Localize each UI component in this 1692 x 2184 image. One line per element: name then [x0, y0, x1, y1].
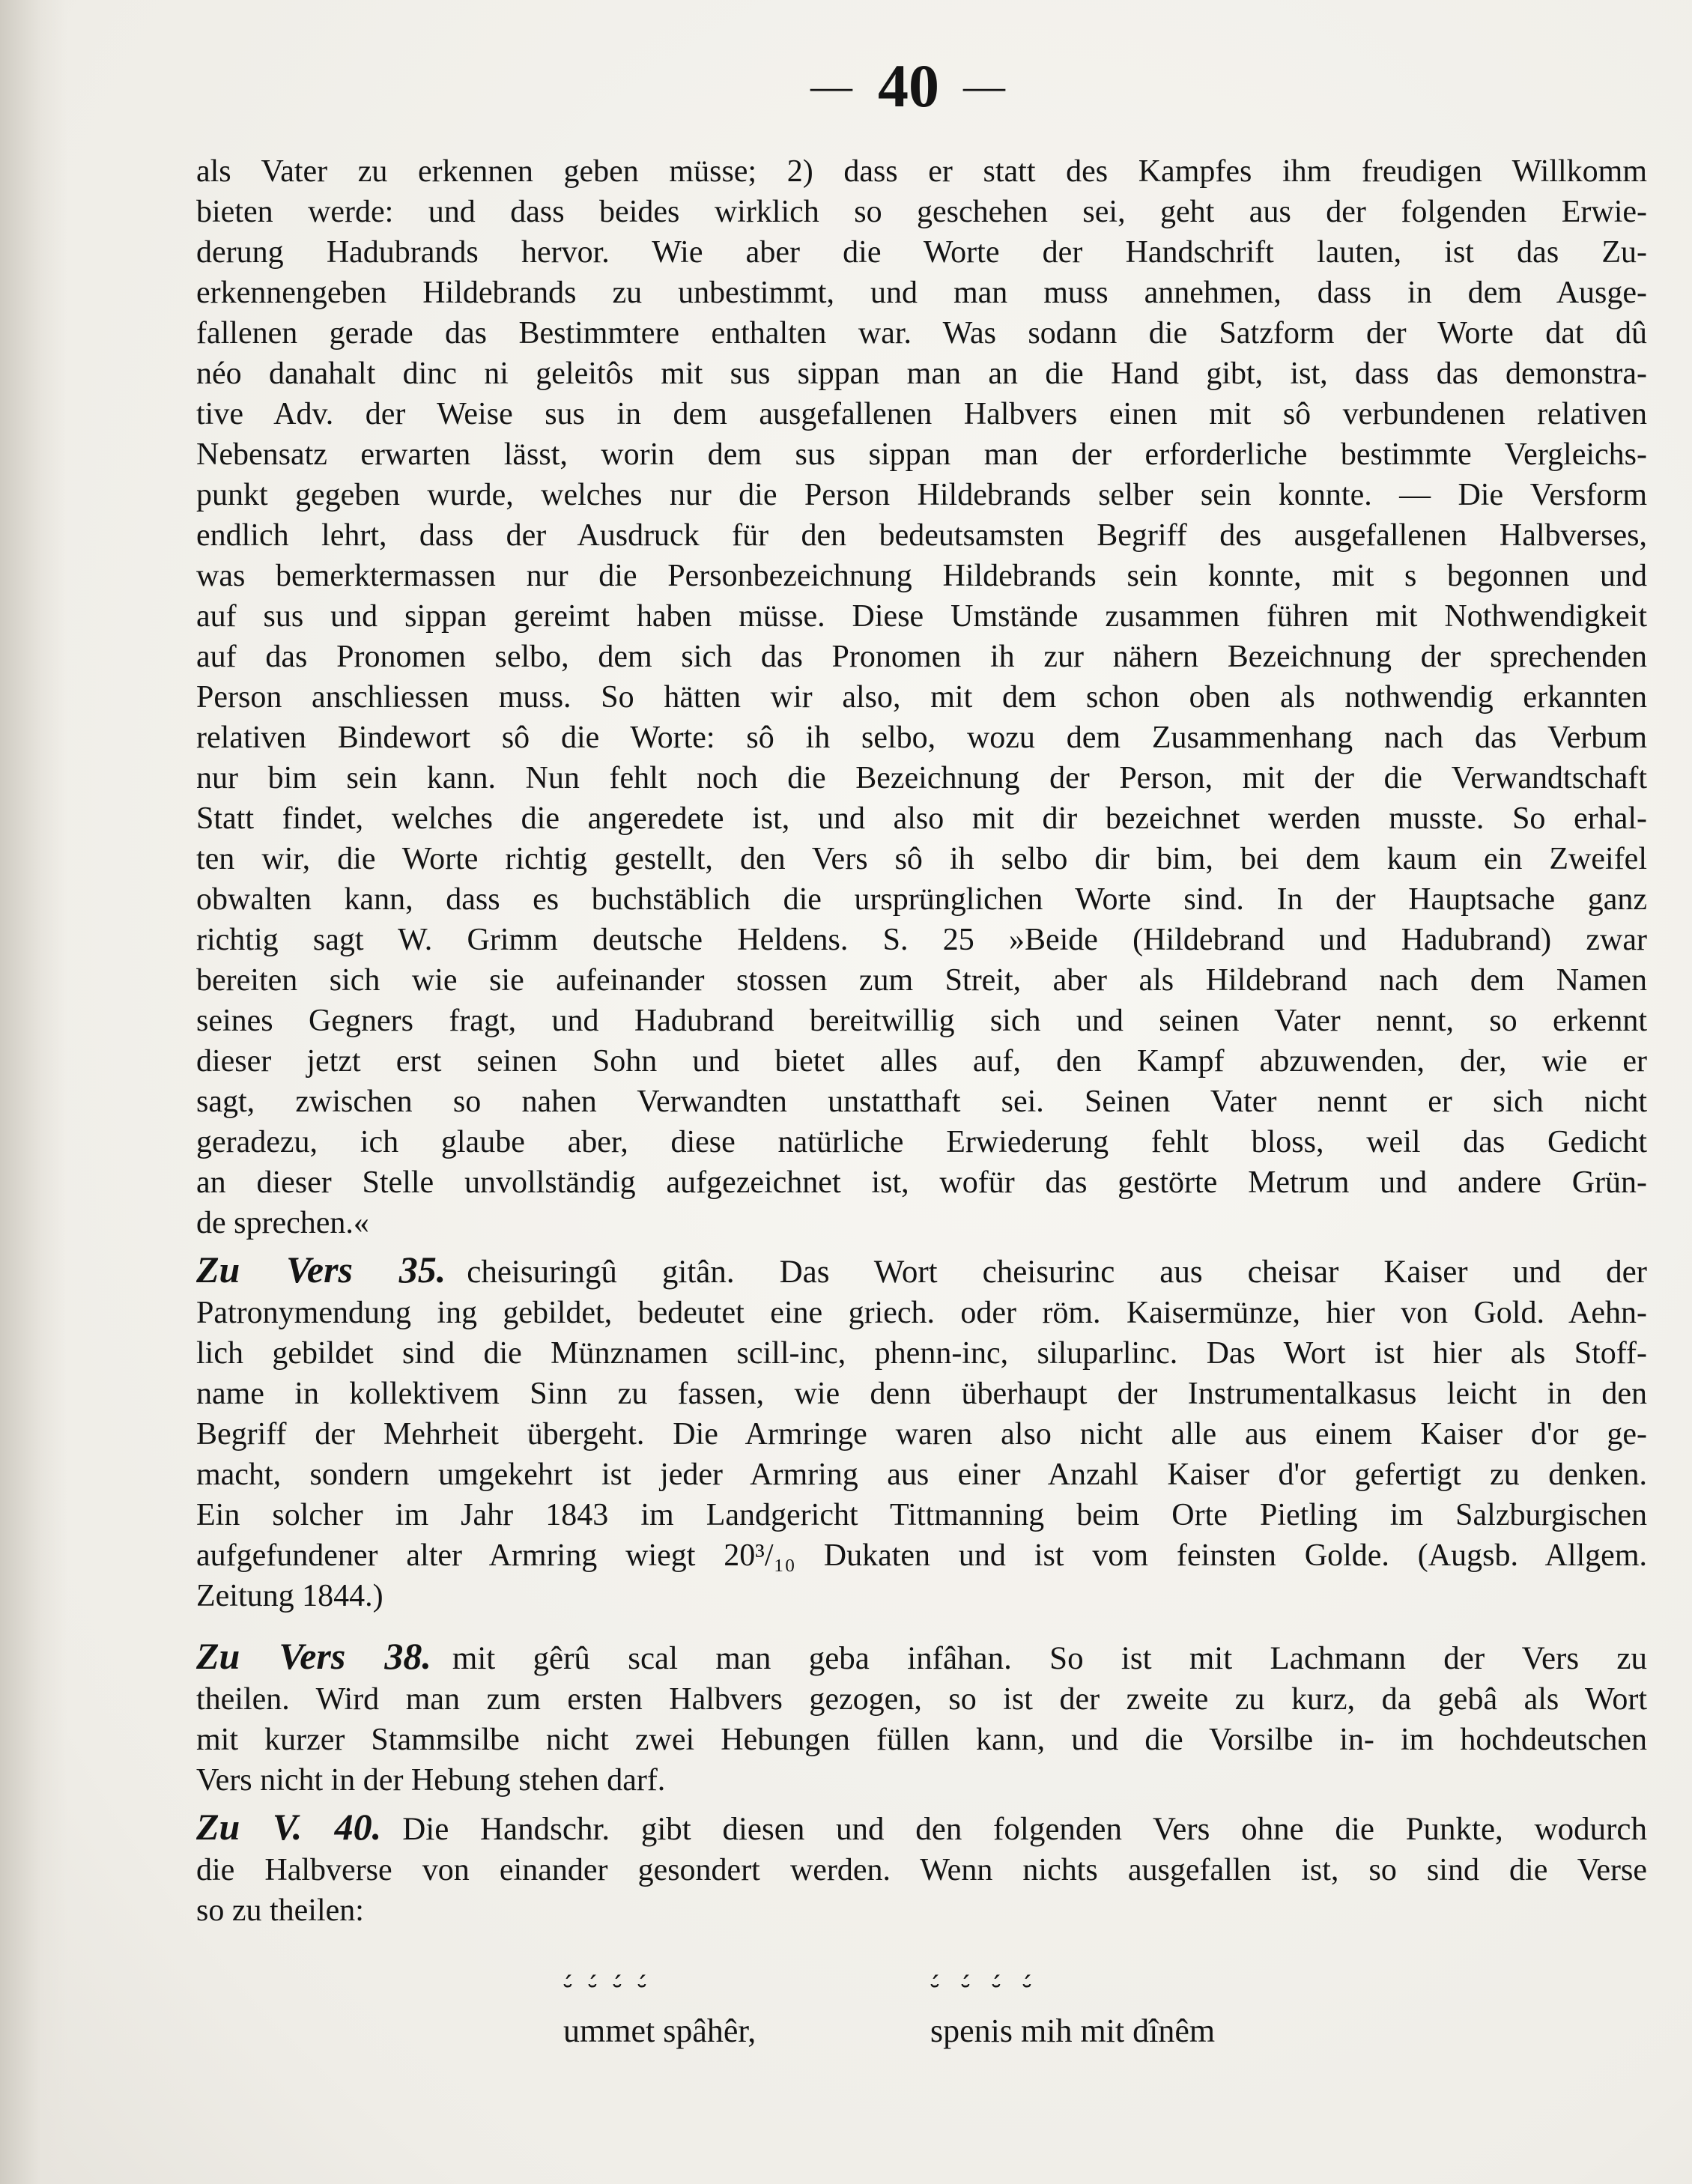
text-line: tive Adv. der Weise sus in dem ausgefallenen Halbvers einen mit sô verbundenen relativen — [196, 397, 1647, 431]
section-lead-text: mit gêrû scal man geba infâhan. So ist mit Lachmann der Vers zu — [452, 1641, 1647, 1676]
text-line: derung Hadubrands hervor. Wie aber die Worte der Handschrift lauten, ist das Zu- — [196, 235, 1647, 270]
page-number: 40 — [878, 52, 939, 120]
text-line: geradezu, ich glaube aber, diese natürliche Erwiederung fehlt bloss, weil das Gedicht — [196, 1125, 1647, 1159]
text-line: macht, sondern umgekehrt ist jeder Armring aus einer Anzahl Kaiser d'or gefertigt zu denken. — [196, 1457, 1647, 1492]
metric-marks-first: ⏑́ ⏑́ ⏑́ ⏑́ — [563, 1971, 651, 2001]
section-vers-38 — [196, 1636, 1647, 1801]
text-line: seines Gegners fragt, und Hadubrand bereitwillig sich und seinen Vater nennt, so erkennt — [196, 1004, 1647, 1038]
text-line: aufgefundener alter Armring wiegt 20³/₁₀ Dukaten und ist vom feinsten Golde. (Augsb. Allgem. — [196, 1538, 1647, 1573]
text-line: punkt gegeben wurde, welches nur die Person Hildebrands selber sein konnte. — Die Versform — [196, 478, 1647, 512]
text-line: fallenen gerade das Bestimmtere enthalten war. Was sodann die Satzform der Worte dat dû — [196, 316, 1647, 351]
text-line: dieser jetzt erst seinen Sohn und bietet alles auf, den Kampf abzuwenden, der, wie er — [196, 1044, 1647, 1079]
text-line: relativen Bindewort sô die Worte: sô ih selbo, wozu dem Zusammenhang nach das Verbum — [196, 721, 1647, 755]
page-spine-shadow — [0, 0, 67, 2184]
section-heading: Zu V. 40. — [196, 1806, 382, 1848]
text-line: lich gebildet sind die Münznamen scill-inc, phenn-inc, siluparlinc. Das Wort ist hier als Stoff- — [196, 1336, 1647, 1371]
text-line: als Vater zu erkennen geben müsse; 2) dass er statt des Kampfes ihm freudigen Willkomm — [196, 154, 1647, 189]
text-line: Ein solcher im Jahr 1843 im Landgericht Tittmanning beim Orte Pietling im Salzburgischen — [196, 1498, 1647, 1532]
text-line: de sprechen.« — [196, 1206, 369, 1240]
text-line: sagt, zwischen so nahen Verwandten unstatthaft sei. Seinen Vater nennt er sich nicht — [196, 1085, 1647, 1119]
text-line: was bemerktermassen nur die Personbezeichnung Hildebrands sein konnte, mit s begonnen und — [196, 559, 1647, 593]
text-line: Begriff der Mehrheit übergeht. Die Armringe waren also nicht alle aus einem Kaiser d'or ge- — [196, 1417, 1647, 1452]
text-line: auf das Pronomen selbo, dem sich das Pronomen ih zur nähern Bezeichnung der sprechenden — [196, 640, 1647, 674]
text-line: richtig sagt W. Grimm deutsche Heldens. S. 25 »Beide (Hildebrand und Hadubrand) zwar — [196, 923, 1647, 957]
text-line: die Halbverse von einander gesondert werden. Wenn nichts ausgefallen ist, so sind die Verse — [196, 1853, 1647, 1887]
text-line: erkennengeben Hildebrands zu unbestimmt, und man muss annehmen, dass in dem Ausge- — [196, 276, 1647, 310]
section-lead-line — [196, 1249, 1647, 1293]
section-lead-line — [196, 1636, 1647, 1679]
text-line: ten wir, die Worte richtig gestellt, den Vers sô ih selbo dir bim, bei dem kaum ein Zweifel — [196, 842, 1647, 876]
text-line: Nebensatz erwarten lässt, worin dem sus sippan man der erforderliche bestimmte Vergleichs- — [196, 437, 1647, 472]
header-dash-left: — — [810, 63, 854, 109]
text-line: an dieser Stelle unvollständig aufgezeichnet ist, wofür das gestörte Metrum und andere Grün- — [196, 1165, 1647, 1200]
text-line: Zeitung 1844.) — [196, 1579, 383, 1613]
section-lead-text: Die Handschr. gibt diesen und den folgenden Vers ohne die Punkte, wodurch — [402, 1812, 1647, 1847]
metric-marks-second: ⏑́ ⏑́ ⏑́ ⏑́ — [930, 1971, 1039, 2001]
text-line: mit kurzer Stammsilbe nicht zwei Hebungen füllen kann, und die Vorsilbe in- im hochdeutschen — [196, 1723, 1647, 1757]
section-vers-35 — [196, 1249, 1647, 1616]
text-line: Patronymendung ing gebildet, bedeutet eine griech. oder röm. Kaisermünze, hier von Gold. Aehn- — [196, 1296, 1647, 1330]
text-line: auf sus und sippan gereimt haben müsse. Diese Umstände zusammen führen mit Nothwendigkeit — [196, 599, 1647, 634]
text-line: theilen. Wird man zum ersten Halbvers gezogen, so ist der zweite zu kurz, da gebâ als Wort — [196, 1682, 1647, 1717]
text-line: obwalten kann, dass es buchstäblich die ursprünglichen Worte sind. In der Hauptsache ganz — [196, 882, 1647, 917]
text-line: bereiten sich wie sie aufeinander stossen zum Streit, aber als Hildebrand nach dem Namen — [196, 963, 1647, 998]
section-lead-text: cheisuringû gitân. Das Wort cheisurinc aus cheisar Kaiser und der — [467, 1255, 1647, 1290]
paragraph-continuation — [196, 151, 1647, 1243]
metric-verse-line — [563, 1970, 1647, 2060]
text-line: bieten werde: und dass beides wirklich so geschehen sei, geht aus der folgenden Erwie- — [196, 195, 1647, 229]
section-heading: Zu Vers 35. — [196, 1249, 446, 1290]
section-heading: Zu Vers 38. — [196, 1635, 431, 1677]
header-dash-right: — — [963, 63, 1007, 109]
verse-second-half: spenis mih mit dînêm — [930, 2012, 1216, 2049]
section-vers-40 — [196, 1807, 1647, 1931]
text-line: Vers nicht in der Hebung stehen darf. — [196, 1763, 666, 1798]
text-line: so zu theilen: — [196, 1893, 364, 1928]
text-line: endlich lehrt, dass der Ausdruck für den bedeutsamsten Begriff des ausgefallenen Halbverses, — [196, 518, 1647, 553]
text-line: nur bim sein kann. Nun fehlt noch die Bezeichnung der Person, mit der die Verwandtschaft — [196, 761, 1647, 795]
section-lead-line — [196, 1807, 1647, 1850]
text-line: Statt findet, welches die angeredete ist, und also mit dir bezeichnet werden musste. So erhal- — [196, 801, 1647, 836]
page-header — [810, 52, 1647, 120]
text-line: néo danahalt dinc ni geleitôs mit sus sippan man an die Hand gibt, ist, dass das demonstra- — [196, 357, 1647, 391]
text-line: Person anschliessen muss. So hätten wir also, mit dem schon oben als nothwendig erkannten — [196, 680, 1647, 715]
verse-first-half: ummet spâhêr, — [563, 2012, 756, 2049]
text-line: name in kollektivem Sinn zu fassen, wie denn überhaupt der Instrumentalkasus leicht in den — [196, 1377, 1647, 1411]
